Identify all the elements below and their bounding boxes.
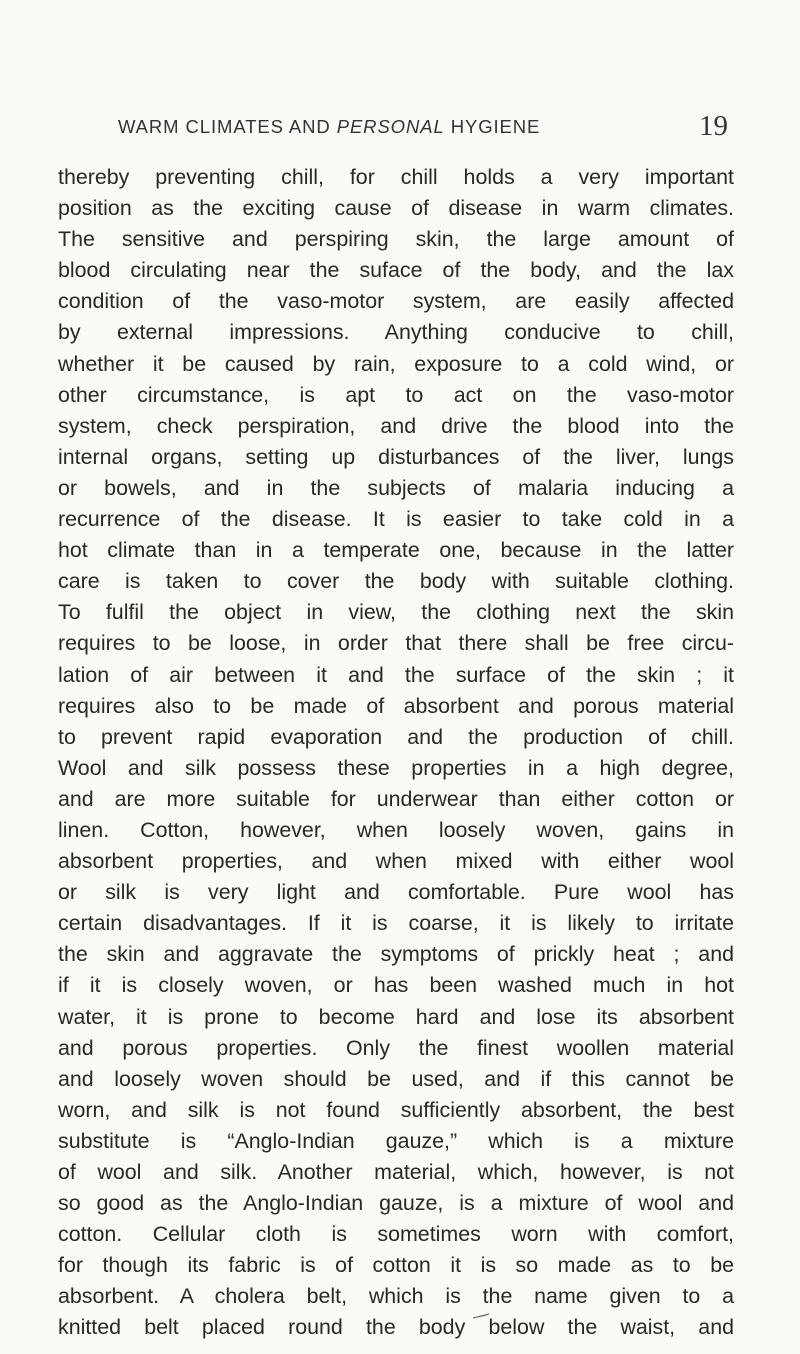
text-line: recurrence of the disease. It is easier to take cold in a <box>58 507 734 532</box>
text-line: hot climate than in a temperate one, because in the latter <box>58 538 734 563</box>
text-line: Wool and silk possess these properties in a high degree, <box>58 755 734 780</box>
text-line: and loosely woven should be used, and if this cannot be <box>58 1066 734 1091</box>
text-line: worn, and silk is not found sufficiently absorbent, the best <box>58 1097 734 1122</box>
text-line: linen. Cotton, however, when loosely woven, gains in <box>58 817 734 842</box>
text-line: by external impressions. Anything conducive to chill, <box>58 320 734 345</box>
text-line: lation of air between it and the surface of the skin ; it <box>58 662 734 687</box>
text-line: and porous properties. Only the finest woollen material <box>58 1035 734 1060</box>
text-line: blood circulating near the suface of the body, and the lax <box>58 258 734 283</box>
text-line: knitted belt placed round the body below the waist, and <box>58 1315 734 1340</box>
text-line: cotton. Cellular cloth is sometimes worn with comfort, <box>58 1222 734 1247</box>
text-line: the skin and aggravate the symptoms of prickly heat ; and <box>58 942 734 967</box>
text-line: substitute is “Anglo-Indian gauze,” which is a mixture <box>58 1128 734 1153</box>
text-line: condition of the vaso-motor system, are easily affected <box>58 289 734 314</box>
text-line: absorbent properties, and when mixed with either wool <box>58 849 734 874</box>
text-line: thereby preventing chill, for chill holds a very important <box>58 165 734 189</box>
running-title-suffix: HYGIENE <box>444 116 541 137</box>
text-line: The sensitive and perspiring skin, the large amount of <box>58 227 734 252</box>
page-number: 19 <box>699 110 728 142</box>
text-line: system, check perspiration, and drive the blood into the <box>58 413 734 438</box>
text-line: internal organs, setting up disturbances of the liver, lungs <box>58 444 734 469</box>
text-line: water, it is prone to become hard and lose its absorbent <box>58 1004 734 1029</box>
text-line: requires to be loose, in order that there shall be free circu- <box>58 631 734 656</box>
text-line: whether it be caused by rain, exposure to a cold wind, or <box>58 351 734 376</box>
text-line: or silk is very light and comfortable. Pure wool has <box>58 880 734 905</box>
text-line: or bowels, and in the subjects of malaria inducing a <box>58 475 734 500</box>
text-line: To fulfil the object in view, the clothing next the skin <box>58 600 734 625</box>
text-line: care is taken to cover the body with suitable clothing. <box>58 569 734 594</box>
running-title-italic: PERSONAL <box>336 116 445 137</box>
running-title-prefix: WARM CLIMATES AND <box>118 116 337 137</box>
text-line: so good as the Anglo-Indian gauze, is a mixture of wool and <box>58 1191 734 1216</box>
ink-smudge-mark <box>472 1313 490 1319</box>
running-head <box>118 110 728 148</box>
text-line: of wool and silk. Another material, which, however, is not <box>58 1160 734 1184</box>
body-text <box>58 162 734 1344</box>
text-line: other circumstance, is apt to act on the vaso-motor <box>58 382 734 407</box>
text-line: absorbent. A cholera belt, which is the name given to a <box>58 1284 734 1309</box>
running-title <box>118 116 540 138</box>
text-line: if it is closely woven, or has been washed much in hot <box>58 973 734 998</box>
text-line: and are more suitable for underwear than either cotton or <box>58 786 734 811</box>
text-line: requires also to be made of absorbent and porous material <box>58 693 734 718</box>
text-line: position as the exciting cause of disease in warm climates. <box>58 196 734 221</box>
text-line: to prevent rapid evaporation and the production of chill. <box>58 724 734 749</box>
text-line: certain disadvantages. If it is coarse, it is likely to irritate <box>58 911 734 936</box>
text-line: for though its fabric is of cotton it is so made as to be <box>58 1253 734 1278</box>
